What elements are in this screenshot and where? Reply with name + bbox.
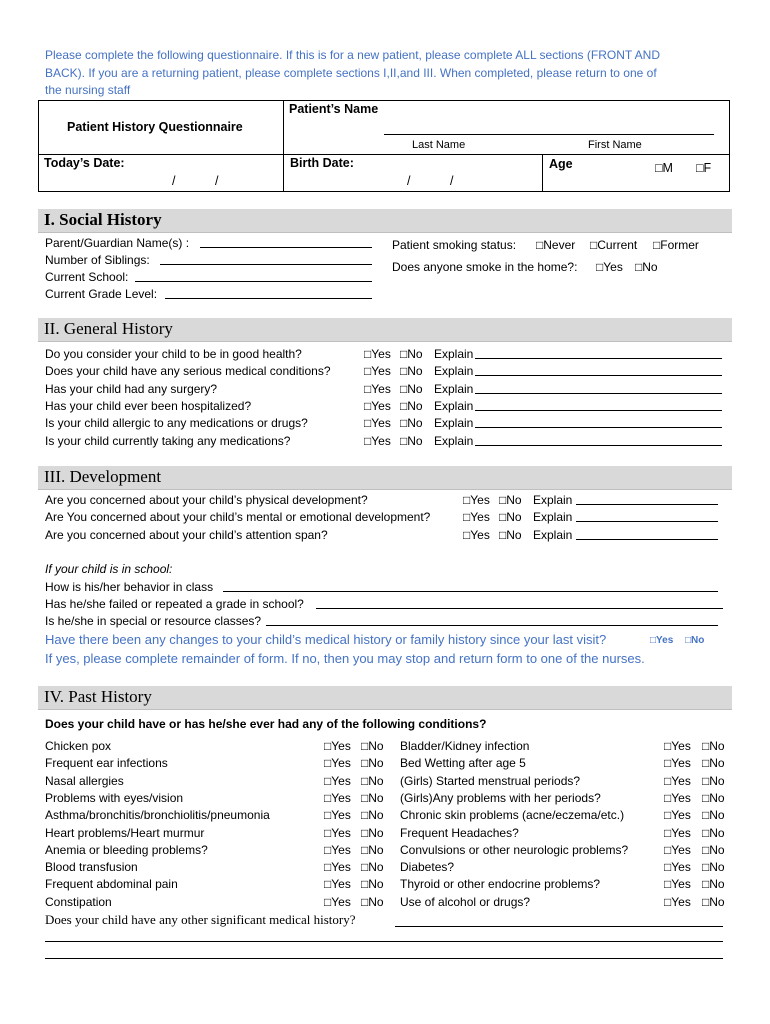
birth-date-slash-1: /	[407, 174, 411, 188]
right-condition-no-checkbox[interactable]: □No	[702, 877, 725, 892]
general-explain-label: Explain	[434, 364, 474, 379]
right-condition-yes-checkbox[interactable]: □Yes	[664, 773, 691, 788]
general-question: Has your child ever been hospitalized?	[45, 398, 252, 413]
home-smoke-label: Does anyone smoke in the home?:	[392, 260, 578, 274]
left-condition-yes-checkbox[interactable]: □Yes	[324, 790, 351, 805]
other-history-input-3[interactable]	[45, 958, 723, 959]
siblings-input[interactable]	[160, 264, 372, 265]
general-explain-input[interactable]	[475, 410, 722, 411]
right-condition-no-checkbox[interactable]: □No	[702, 773, 725, 788]
home-smoke-yes-checkbox[interactable]: □Yes	[596, 260, 623, 274]
guardian-name-input[interactable]	[200, 247, 372, 248]
other-history-input-1[interactable]	[395, 926, 723, 927]
left-condition-no-checkbox[interactable]: □No	[361, 739, 384, 753]
right-condition-no-checkbox[interactable]: □No	[702, 756, 725, 771]
general-yes-checkbox[interactable]: □Yes	[364, 347, 391, 361]
general-explain-label: Explain	[434, 347, 474, 361]
right-condition-no-checkbox[interactable]: □No	[702, 825, 725, 840]
left-condition-label: Blood transfusion	[45, 860, 138, 875]
general-yes-checkbox[interactable]: □Yes	[364, 364, 391, 379]
todays-date-input[interactable]	[60, 172, 270, 190]
left-condition-no-checkbox[interactable]: □No	[361, 773, 384, 788]
header-divider-2	[542, 154, 543, 192]
right-condition-label: (Girls) Started menstrual periods?	[400, 773, 581, 788]
other-history-question: Does your child have any other significant medical history?	[45, 912, 356, 927]
guardian-name-label: Parent/Guardian Name(s) :	[45, 236, 190, 250]
right-condition-label: Convulsions or other neurologic problems?	[400, 842, 629, 857]
patient-name-input[interactable]	[384, 118, 714, 135]
general-explain-input[interactable]	[475, 445, 722, 446]
left-condition-yes-checkbox[interactable]: □Yes	[324, 825, 351, 840]
general-question: Do you consider your child to be in good health?	[45, 347, 302, 361]
section-past-history	[38, 686, 732, 710]
development-yes-checkbox[interactable]: □Yes	[463, 527, 490, 542]
development-yes-checkbox[interactable]: □Yes	[463, 493, 490, 507]
general-yes-checkbox[interactable]: □Yes	[364, 398, 391, 413]
left-condition-no-checkbox[interactable]: □No	[361, 825, 384, 840]
right-condition-no-checkbox[interactable]: □No	[702, 739, 725, 753]
left-condition-yes-checkbox[interactable]: □Yes	[324, 894, 351, 909]
smoking-former-checkbox[interactable]: □Former	[653, 238, 699, 252]
instructions-line-1: Please complete the following questionnaire. If this is for a new patient, please complete ALL sections (FRONT AND	[45, 48, 660, 62]
general-explain-label: Explain	[434, 398, 474, 413]
right-condition-label: Use of alcohol or drugs?	[400, 894, 531, 909]
school-question-behavior: How is his/her behavior in class	[45, 580, 214, 594]
birth-date-label: Birth Date:	[290, 156, 354, 170]
patient-name-label: Patient’s Name	[289, 102, 379, 116]
school-heading: If your child is in school:	[45, 562, 173, 576]
general-explain-label: Explain	[434, 416, 474, 431]
school-input[interactable]	[135, 281, 372, 282]
section-past-title: IV. Past History	[44, 687, 152, 706]
school-question-special-classes: Is he/she in special or resource classes?	[45, 614, 262, 628]
general-explain-label: Explain	[434, 381, 474, 396]
development-explain-input[interactable]	[576, 521, 718, 522]
general-yes-checkbox[interactable]: □Yes	[364, 381, 391, 396]
left-condition-label: Constipation	[45, 894, 112, 909]
past-history-intro: Does your child have or has he/she ever had any of the following conditions?	[45, 717, 487, 731]
smoking-never-checkbox[interactable]: □Never	[536, 238, 576, 252]
header-divider-h	[38, 154, 730, 155]
right-condition-label: Bed Wetting after age 5	[400, 756, 526, 771]
right-condition-yes-checkbox[interactable]: □Yes	[664, 756, 691, 771]
right-condition-yes-checkbox[interactable]: □Yes	[664, 894, 691, 909]
development-no-checkbox[interactable]: □No	[499, 510, 522, 525]
left-condition-label: Heart problems/Heart murmur	[45, 825, 205, 840]
right-condition-no-checkbox[interactable]: □No	[702, 808, 725, 823]
header-divider-1	[283, 100, 284, 192]
general-no-checkbox[interactable]: □No	[400, 398, 423, 413]
changes-question: Have there been any changes to your child’s medical history or family history since your last visit?	[45, 632, 607, 647]
general-no-checkbox[interactable]: □No	[400, 364, 423, 379]
development-question: Are you concerned about your child’s attention span?	[45, 527, 328, 542]
left-condition-no-checkbox[interactable]: □No	[361, 790, 384, 805]
left-condition-no-checkbox[interactable]: □No	[361, 877, 384, 892]
left-condition-no-checkbox[interactable]: □No	[361, 894, 384, 909]
right-condition-label: Chronic skin problems (acne/eczema/etc.)	[400, 808, 625, 823]
changes-yes-checkbox[interactable]: □Yes	[650, 635, 674, 646]
right-condition-no-checkbox[interactable]: □No	[702, 790, 725, 805]
left-condition-no-checkbox[interactable]: □No	[361, 756, 384, 771]
behavior-input[interactable]	[223, 591, 718, 592]
section-general-history	[38, 318, 732, 342]
general-explain-label: Explain	[434, 433, 474, 448]
left-condition-no-checkbox[interactable]: □No	[361, 842, 384, 857]
instructions	[45, 47, 715, 100]
left-condition-yes-checkbox[interactable]: □Yes	[324, 808, 351, 823]
left-condition-no-checkbox[interactable]: □No	[361, 808, 384, 823]
siblings-label: Number of Siblings:	[45, 253, 150, 267]
school-label: Current School:	[45, 270, 129, 284]
right-condition-label: Diabetes?	[400, 860, 455, 875]
development-yes-checkbox[interactable]: □Yes	[463, 510, 490, 525]
development-explain-label: Explain	[533, 493, 573, 507]
development-explain-input[interactable]	[576, 504, 718, 505]
grade-label: Current Grade Level:	[45, 287, 158, 301]
section-social-title: I. Social History	[44, 210, 162, 229]
section-general-title: II. General History	[44, 319, 173, 338]
right-condition-no-checkbox[interactable]: □No	[702, 894, 725, 909]
development-question: Are you concerned about your child’s physical development?	[45, 493, 368, 507]
general-no-checkbox[interactable]: □No	[400, 347, 423, 361]
right-condition-yes-checkbox[interactable]: □Yes	[664, 825, 691, 840]
smoking-current-checkbox[interactable]: □Current	[590, 238, 638, 252]
special-classes-input[interactable]	[266, 625, 718, 626]
general-explain-input[interactable]	[475, 427, 722, 428]
general-no-checkbox[interactable]: □No	[400, 433, 423, 448]
right-condition-no-checkbox[interactable]: □No	[702, 842, 725, 857]
section-social-history	[38, 209, 732, 233]
right-condition-yes-checkbox[interactable]: □Yes	[664, 808, 691, 823]
sex-male-checkbox[interactable]: □M	[655, 161, 673, 175]
right-condition-label: Frequent Headaches?	[400, 825, 519, 840]
right-condition-label: (Girls)Any problems with her periods?	[400, 790, 601, 805]
left-condition-yes-checkbox[interactable]: □Yes	[324, 739, 351, 753]
general-explain-input[interactable]	[475, 393, 722, 394]
left-condition-no-checkbox[interactable]: □No	[361, 860, 384, 875]
last-name-label: Last Name	[412, 139, 466, 151]
general-question: Is your child allergic to any medications or drugs?	[45, 416, 308, 431]
left-condition-label: Problems with eyes/vision	[45, 790, 184, 805]
development-question: Are You concerned about your child’s mental or emotional development?	[45, 510, 431, 525]
birth-date-input[interactable]	[300, 172, 530, 190]
left-condition-yes-checkbox[interactable]: □Yes	[324, 877, 351, 892]
left-condition-yes-checkbox[interactable]: □Yes	[324, 773, 351, 788]
left-condition-label: Chicken pox	[45, 739, 112, 753]
section-development	[38, 466, 732, 490]
birth-date-slash-2: /	[450, 174, 454, 188]
general-yes-checkbox[interactable]: □Yes	[364, 416, 391, 431]
left-condition-label: Frequent ear infections	[45, 756, 168, 771]
right-condition-yes-checkbox[interactable]: □Yes	[664, 860, 691, 875]
todays-date-label: Today’s Date:	[44, 156, 125, 170]
left-condition-label: Frequent abdominal pain	[45, 877, 178, 892]
instructions-line-2: BACK). If you are a returning patient, please complete sections I,II,and III. When completed, please return to one of	[45, 65, 657, 80]
school-question-failed-grade: Has he/she failed or repeated a grade in school?	[45, 597, 304, 611]
development-no-checkbox[interactable]: □No	[499, 493, 522, 507]
left-condition-yes-checkbox[interactable]: □Yes	[324, 842, 351, 857]
right-condition-yes-checkbox[interactable]: □Yes	[664, 739, 691, 753]
smoking-status-label: Patient smoking status:	[392, 238, 517, 252]
right-condition-yes-checkbox[interactable]: □Yes	[664, 842, 691, 857]
section-development-title: III. Development	[44, 467, 162, 486]
other-history-input-2[interactable]	[45, 941, 723, 942]
right-condition-label: Thyroid or other endocrine problems?	[400, 877, 601, 892]
development-explain-label: Explain	[533, 527, 573, 542]
first-name-label: First Name	[588, 139, 642, 151]
form-title: Patient History Questionnaire	[67, 120, 243, 134]
general-no-checkbox[interactable]: □No	[400, 381, 423, 396]
age-label: Age	[549, 157, 573, 171]
instructions-line-3: the nursing staff	[45, 83, 131, 97]
development-explain-input[interactable]	[576, 539, 718, 540]
home-smoke-no-checkbox[interactable]: □No	[635, 260, 658, 274]
general-question: Is your child currently taking any medications?	[45, 433, 291, 448]
right-condition-yes-checkbox[interactable]: □Yes	[664, 877, 691, 892]
right-condition-label: Bladder/Kidney infection	[400, 739, 530, 753]
right-condition-yes-checkbox[interactable]: □Yes	[664, 790, 691, 805]
changes-no-checkbox[interactable]: □No	[685, 635, 705, 646]
changes-note: If yes, please complete remainder of form. If no, then you may stop and return form to one of the nurses.	[45, 651, 645, 666]
left-condition-label: Anemia or bleeding problems?	[45, 842, 208, 857]
failed-grade-input[interactable]	[316, 608, 723, 609]
right-condition-no-checkbox[interactable]: □No	[702, 860, 725, 875]
general-question: Does your child have any serious medical conditions?	[45, 364, 331, 379]
development-no-checkbox[interactable]: □No	[499, 527, 522, 542]
general-yes-checkbox[interactable]: □Yes	[364, 433, 391, 448]
development-explain-label: Explain	[533, 510, 573, 525]
general-explain-input[interactable]	[475, 375, 722, 376]
todays-date-slash-1: /	[172, 174, 176, 188]
general-no-checkbox[interactable]: □No	[400, 416, 423, 431]
general-explain-input[interactable]	[475, 358, 722, 359]
left-condition-label: Nasal allergies	[45, 773, 124, 788]
left-condition-yes-checkbox[interactable]: □Yes	[324, 860, 351, 875]
grade-input[interactable]	[165, 298, 372, 299]
general-question: Has your child had any surgery?	[45, 381, 218, 396]
todays-date-slash-2: /	[215, 174, 219, 188]
left-condition-yes-checkbox[interactable]: □Yes	[324, 756, 351, 771]
left-condition-label: Asthma/bronchitis/bronchiolitis/pneumonia	[45, 808, 270, 823]
sex-female-checkbox[interactable]: □F	[696, 161, 712, 175]
